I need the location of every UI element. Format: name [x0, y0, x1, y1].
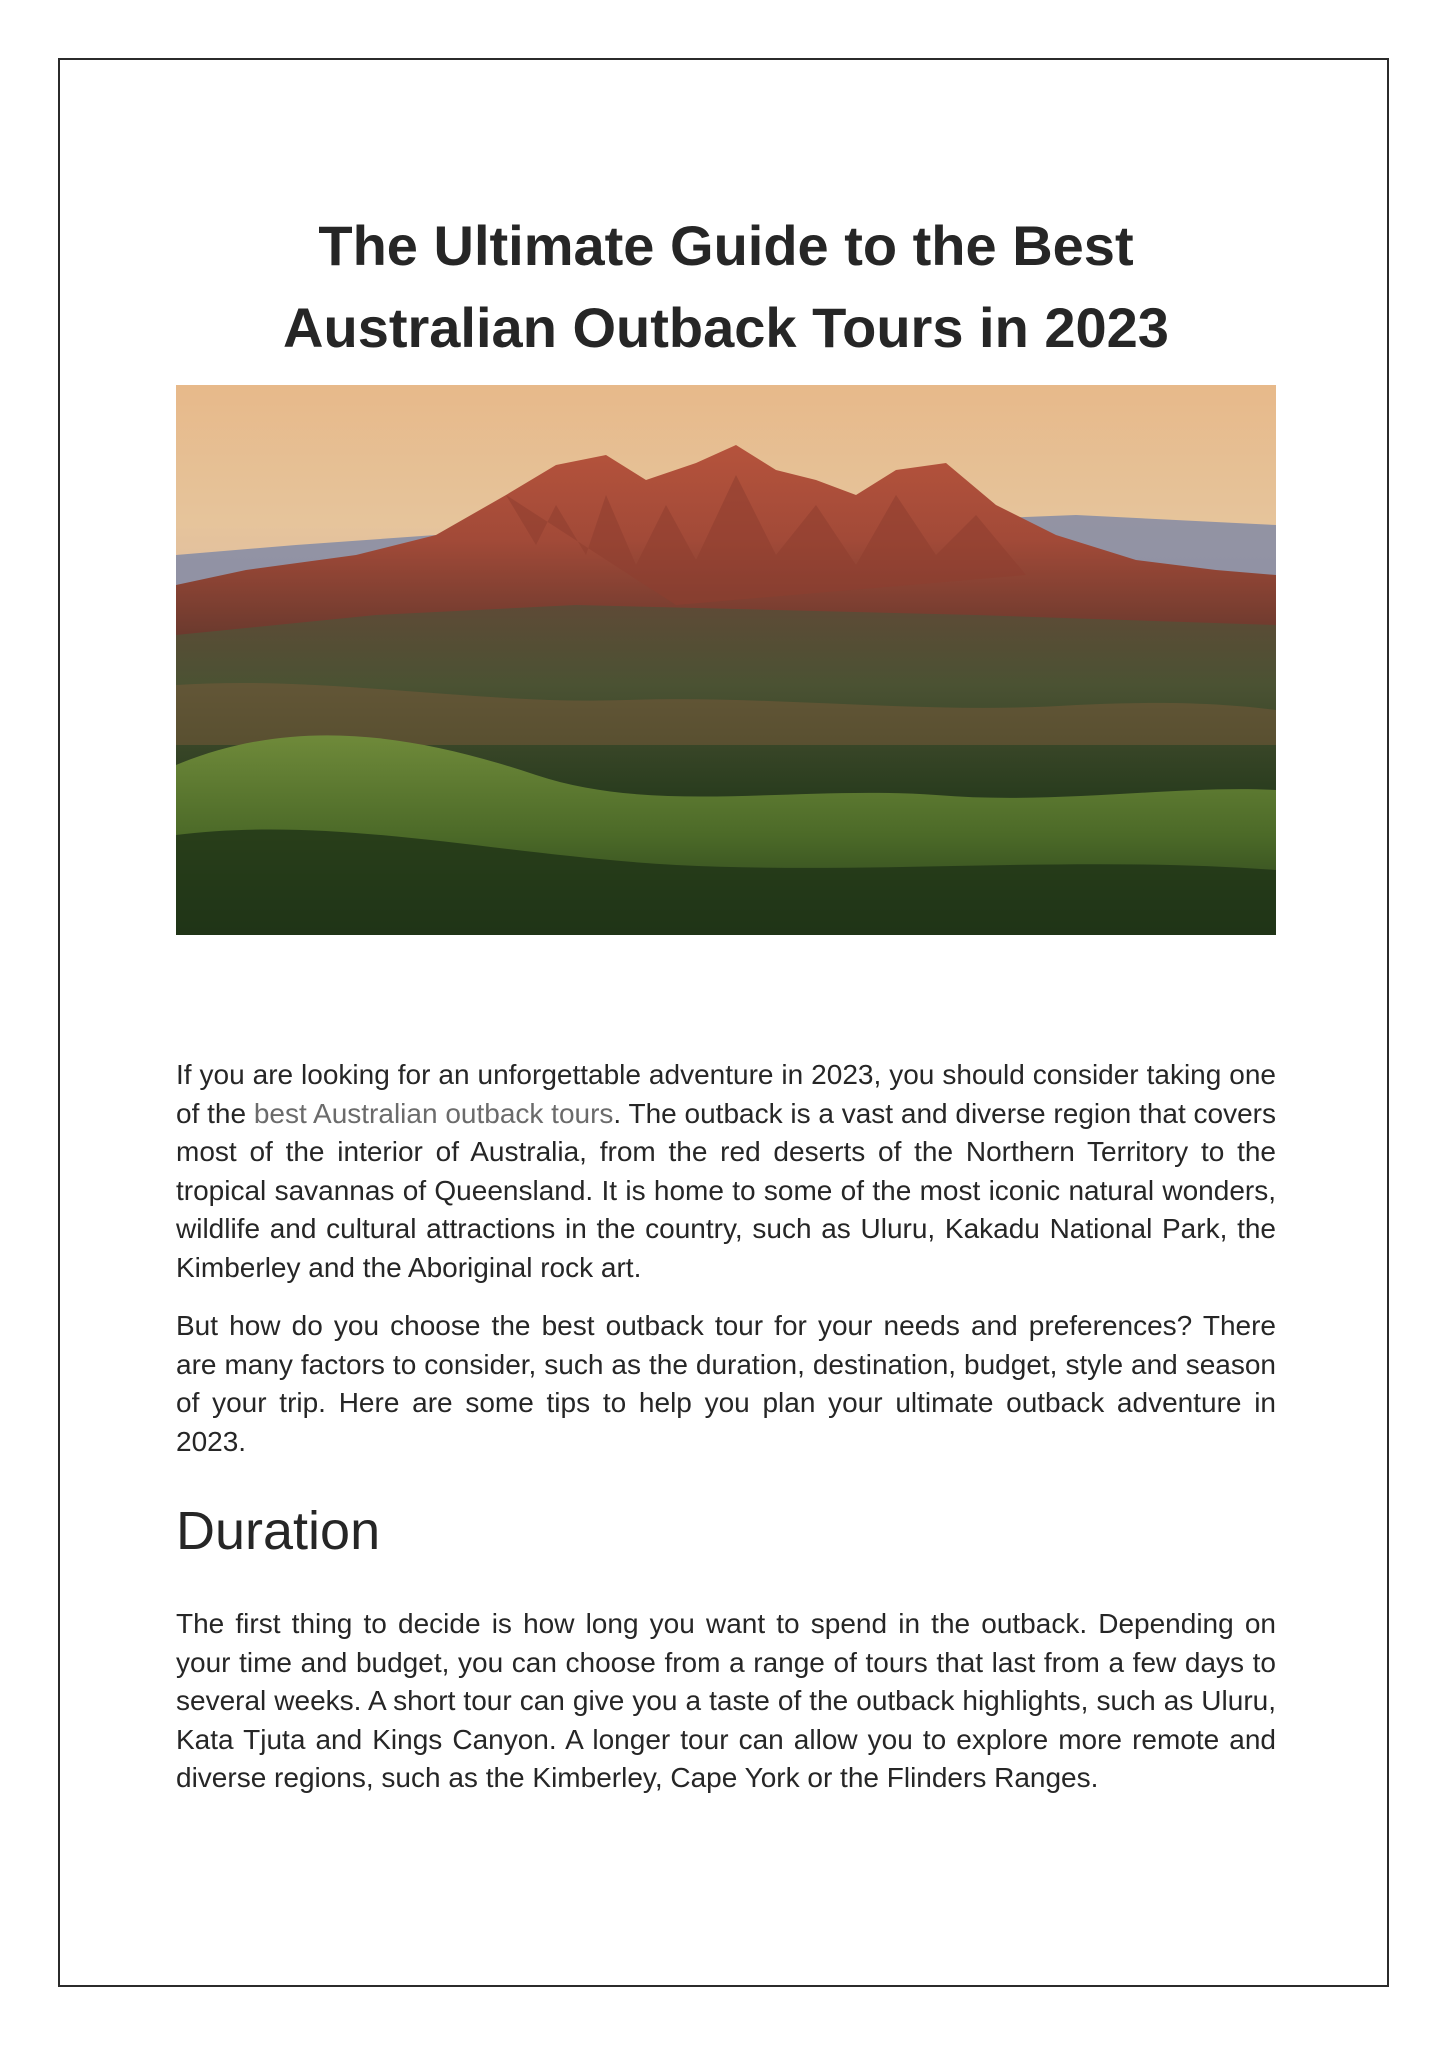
intro-text-start: If you are looking for an unforgettable adventure in 2023, you should consider taking one of the [176, 1059, 1276, 1129]
hero-image [176, 385, 1276, 935]
page-title [176, 205, 1276, 369]
intro-text-end: . The outback is a vast and diverse region that covers most of the interior of Australia, from the red deserts of the Northern Territory to the tropical savannas of Queensland. It is home to some of the most iconic natural wonders, wildlife and cultural attractions in the country, such as Uluru, Kakadu National Park, the Kimberley and the Aboriginal rock art. [176, 1097, 1276, 1283]
title-line-1: The Ultimate Guide to the Best [318, 214, 1134, 277]
duration-paragraph: The first thing to decide is how long you want to spend in the outback. Depending on your time and budget, you can choose from a range of tours that last from a few days to several weeks. A short tour can give you a taste of the outback highlights, such as Uluru, Kata Tjuta and Kings Canyon. A longer tour can allow you to explore more remote and diverse regions, such as the Kimberley, Cape York or the Flinders Ranges. [176, 1608, 1276, 1793]
duration-heading: Duration [176, 1501, 381, 1561]
outback-tours-link[interactable]: best Australian outback tours [253, 1097, 614, 1129]
choose-tour-paragraph: But how do you choose the best outback tour for your needs and preferences? There are many factors to consider, such as the duration, destination, budget, style and season of your trip. Here are some tips to help you plan your ultimate outback adventure in 2023. [176, 1310, 1276, 1457]
intro-paragraph [176, 1056, 1276, 1287]
title-line-2: Australian Outback Tours in 2023 [283, 296, 1169, 359]
